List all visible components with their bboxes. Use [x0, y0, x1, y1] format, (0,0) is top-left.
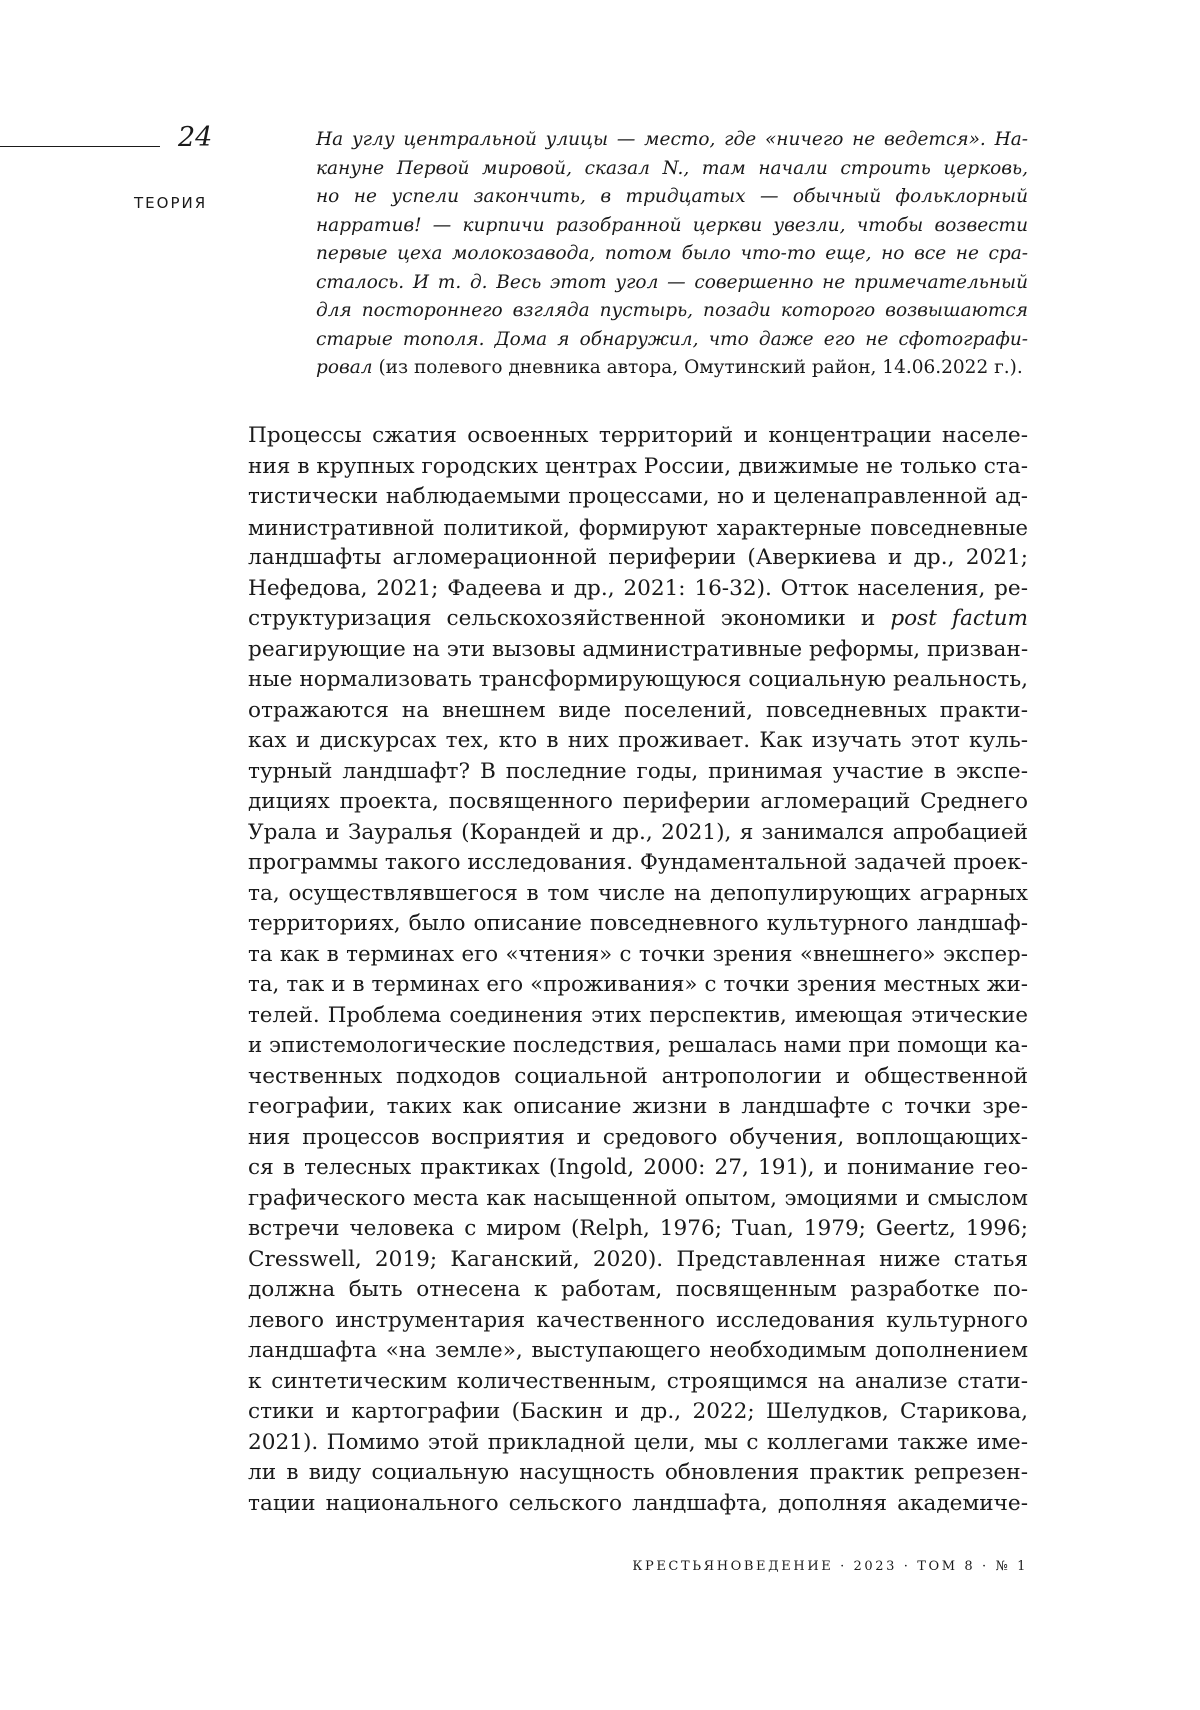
epigraph [316, 126, 1028, 383]
body-line: телей. Проблема соединения этих перспектив, имеющая этические [248, 1001, 1028, 1032]
body-line: та как в терминах его «чтения» с точки зрения «внешнего» экспер- [248, 940, 1028, 971]
body-line: реагирующие на эти вызовы административные реформы, призван- [248, 635, 1028, 666]
body-line: Нефедова, 2021; Фадеева и др., 2021: 16-32). Отток населения, ре- [248, 574, 1028, 605]
running-footer: КРЕСТЬЯНОВЕДЕНИЕ · 2023 · ТОМ 8 · № 1 [548, 1558, 1028, 1576]
body-line: та, осуществлявшегося в том числе на депопулирующих аграрных [248, 879, 1028, 910]
body-line: ландшафты агломерационной периферии (Аверкиева и др., 2021; [248, 543, 1028, 574]
body-line: ния в крупных городских центрах России, движимые не только ста- [248, 452, 1028, 483]
body-line: ли в виду социальную насущность обновления практик репрезен- [248, 1458, 1028, 1489]
epigraph-line: нарратив! — кирпичи разобранной церкви увезли, чтобы возвести [316, 212, 1028, 241]
epigraph-line: сталось. И т. д. Весь этот угол — совершенно не примечательный [316, 269, 1028, 298]
body-line: географии, таких как описание жизни в ландшафте с точки зре- [248, 1092, 1028, 1123]
post-factum-term: post factum [890, 606, 1028, 631]
body-line: тистически наблюдаемыми процессами, но и целенаправленной ад- [248, 482, 1028, 513]
body-line-prefix: структуризация сельскохозяйственной экономики и [248, 606, 890, 631]
epigraph-line: кануне Первой мировой, сказал N., там начали строить церковь, [316, 155, 1028, 184]
body-line: ния процессов восприятия и средового обучения, воплощающих- [248, 1123, 1028, 1154]
body-line: Cresswell, 2019; Каганский, 2020). Представленная ниже статья [248, 1245, 1028, 1276]
section-label: ТЕОРИЯ [134, 193, 207, 213]
body-line: министративной политикой, формируют характерные повседневные [248, 513, 1028, 544]
body-line: встречи человека с миром (Relph, 1976; Tuan, 1979; Geertz, 1996; [248, 1214, 1028, 1245]
body-line: территориях, было описание повседневного культурного ландшаф- [248, 909, 1028, 940]
body-line: та, так и в терминах его «проживания» с точки зрения местных жи- [248, 970, 1028, 1001]
body-line: тации национального сельского ландшафта, дополняя академиче- [248, 1489, 1028, 1520]
epigraph-source-line [316, 354, 1028, 383]
epigraph-source-note: (из полевого дневника автора, Омутинский район, 14.06.2022 г.). [373, 357, 1023, 378]
body-line: ландшафта «на земле», выступающего необходимым дополнением [248, 1336, 1028, 1367]
body-line: должна быть отнесена к работам, посвященным разработке по- [248, 1275, 1028, 1306]
epigraph-line: На углу центральной улицы — место, где «ничего не ведется». На- [316, 126, 1028, 155]
epigraph-line: но не успели закончить, в тридцатых — обычный фольклорный [316, 183, 1028, 212]
main-text [248, 421, 1028, 1519]
body-line: 2021). Помимо этой прикладной цели, мы с коллегами также име- [248, 1428, 1028, 1459]
body-line: Процессы сжатия освоенных территорий и концентрации населе- [248, 421, 1028, 452]
body-line: отражаются на внешнем виде поселений, повседневных практи- [248, 696, 1028, 727]
page-number: 24 [178, 122, 212, 154]
epigraph-line: старые тополя. Дома я обнаружил, что даже его не сфотографи- [316, 326, 1028, 355]
body-line: ках и дискурсах тех, кто в них проживает. Как изучать этот куль- [248, 726, 1028, 757]
body-line: чественных подходов социальной антропологии и общественной [248, 1062, 1028, 1093]
body-line: графического места как насыщенной опытом, эмоциями и смыслом [248, 1184, 1028, 1215]
header-rule [0, 146, 160, 147]
epigraph-line: для постороннего взгляда пустырь, позади которого возвышаются [316, 297, 1028, 326]
epigraph-last-fragment: ровал [316, 357, 373, 378]
body-line: и эпистемологические последствия, решалась нами при помощи ка- [248, 1031, 1028, 1062]
body-line: ся в телесных практиках (Ingold, 2000: 27, 191), и понимание гео- [248, 1153, 1028, 1184]
body-line: стики и картографии (Баскин и др., 2022; Шелудков, Старикова, [248, 1397, 1028, 1428]
body-line [248, 604, 1028, 635]
body-line: к синтетическим количественным, строящимся на анализе стати- [248, 1367, 1028, 1398]
body-line: программы такого исследования. Фундаментальной задачей проек- [248, 848, 1028, 879]
body-line: левого инструментария качественного исследования культурного [248, 1306, 1028, 1337]
epigraph-line: первые цеха молокозавода, потом было что-то еще, но все не сра- [316, 240, 1028, 269]
body-line: дициях проекта, посвященного периферии агломераций Среднего [248, 787, 1028, 818]
body-line: ные нормализовать трансформирующуюся социальную реальность, [248, 665, 1028, 696]
body-line: Урала и Зауралья (Корандей и др., 2021), я занимался апробацией [248, 818, 1028, 849]
body-line: турный ландшафт? В последние годы, принимая участие в экспе- [248, 757, 1028, 788]
